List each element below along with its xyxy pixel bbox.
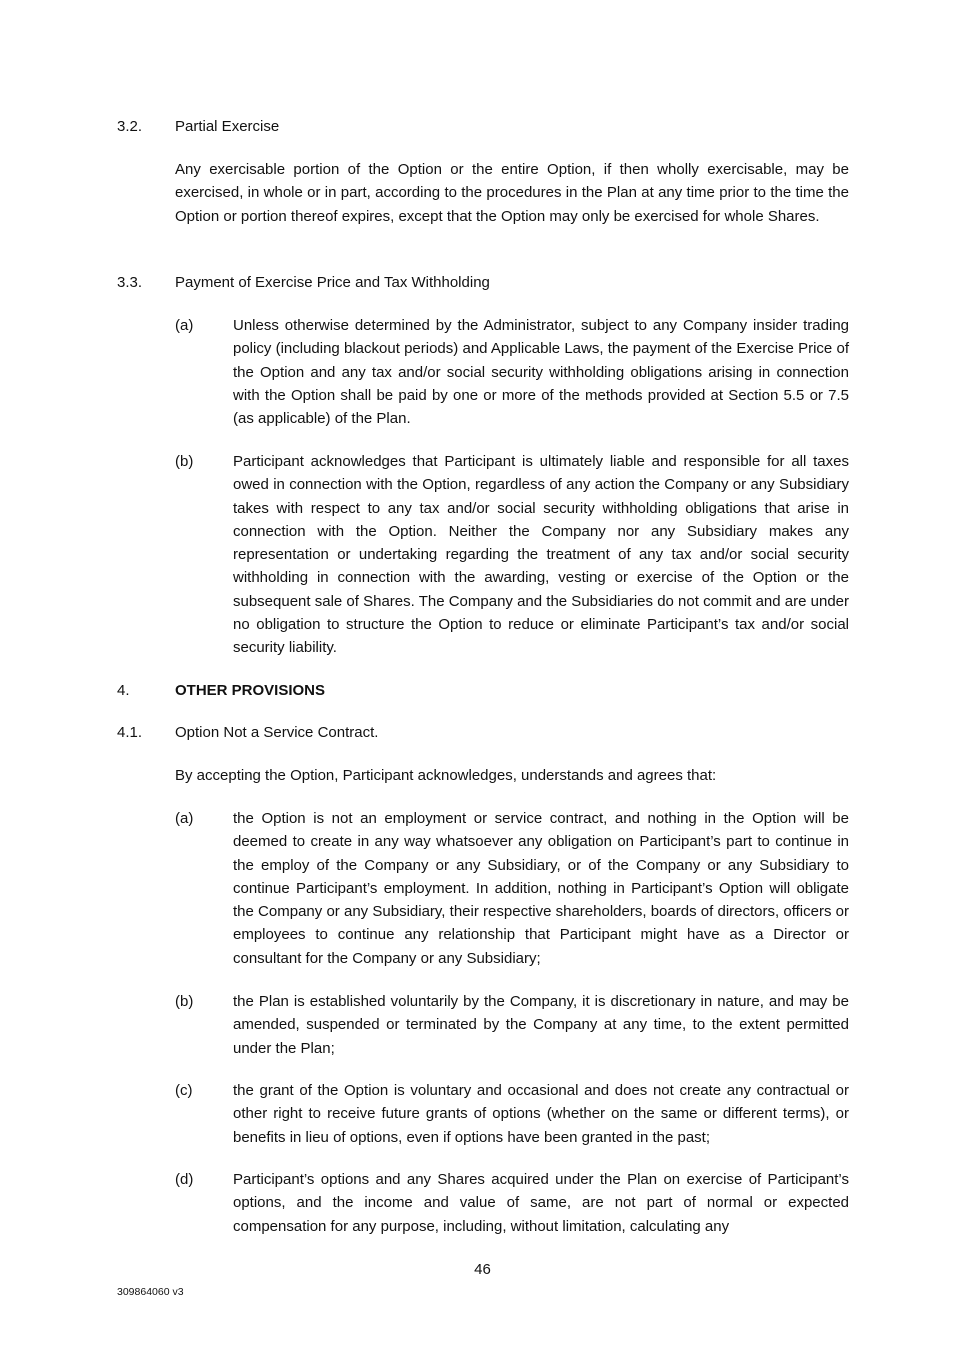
list-item-text: Participant acknowledges that Participant is ultimately liable and responsible for all taxes owed in connection with the Option, regardless of any action the Company or any Subsidiary takes with respect to any tax and/or social security withholding obligations that arise in connection with the Option. Neither the Company nor any Subsidiary makes any representation or undertaking regarding the treatment of any tax and/or social security withholding in connection with the awarding, vesting or exercise of the Option or the subsequent sale of Shares. The Company and the Subsidiaries do not commit and are under no obligation to structure the Option to reduce or eliminate Participant’s tax and/or social security liability.	[233, 453, 849, 657]
page-number: 46	[474, 1261, 491, 1278]
section-heading: Payment of Exercise Price and Tax Withholding	[175, 274, 490, 291]
list-item-label: (d)	[175, 1171, 194, 1188]
section-number: 3.3.	[117, 274, 143, 291]
list-item-label: (a)	[175, 810, 194, 827]
list-item-text: the grant of the Option is voluntary and occasional and does not create any contractual or other right to receive future grants of options (whether on the same or different terms), or benefits in lieu of options, even if options have been granted in the past;	[233, 1082, 849, 1146]
document-id: 309864060 v3	[117, 1286, 184, 1298]
list-item-label: (b)	[175, 993, 194, 1010]
section-heading: Partial Exercise	[175, 118, 280, 135]
list-item-text: Participant’s options and any Shares acquired under the Plan on exercise of Participant’s options, and the income and value of same, are not part of normal or expected compensation for any purpose, including, without limitation, calculating any	[233, 1171, 849, 1235]
list-item-text: the Plan is established voluntarily by the Company, it is discretionary in nature, and may be amended, suspended or terminated by the Company at any time, to the extent permitted under the Plan;	[233, 993, 849, 1057]
section-3-2-body: Any exercisable portion of the Option or the entire Option, if then wholly exercisable, may be exercised, in whole or in part, according to the procedures in the Plan at any time prior to the time the Option or portion thereof expires, except that the Option may only be exercised for whole Shares.	[175, 161, 849, 225]
section-heading: Option Not a Service Contract.	[175, 724, 379, 741]
section-number: 3.2.	[117, 118, 143, 135]
list-item-text: Unless otherwise determined by the Administrator, subject to any Company insider trading policy (including blackout periods) and Applicable Laws, the payment of the Exercise Price of the Option and any tax and/or social security withholding obligations arising in connection with the Option shall be paid by one or more of the methods provided at Section 5.5 or 7.5 (as applicable) of the Plan.	[233, 317, 849, 428]
list-item-label: (b)	[175, 453, 194, 470]
section-number: 4.	[117, 682, 130, 699]
list-item-label: (a)	[175, 317, 194, 334]
list-item-label: (c)	[175, 1082, 193, 1099]
list-item-text: the Option is not an employment or service contract, and nothing in the Option will be deemed to create in any way whatsoever any obligation on Participant’s part to continue in the employ of the Company or any Subsidiary, or of the Company or any Subsidiary to continue Participant’s employment. In addition, nothing in Participant’s Option will obligate the Company or any Subsidiary, their respective shareholders, boards of directors, officers or employees to continue any relationship that Participant might have as a Director or consultant for the Company or any Subsidiary;	[233, 810, 849, 967]
section-heading: OTHER PROVISIONS	[175, 682, 326, 699]
section-number: 4.1.	[117, 724, 143, 741]
section-4-1-intro: By accepting the Option, Participant acknowledges, understands and agrees that:	[175, 767, 717, 784]
